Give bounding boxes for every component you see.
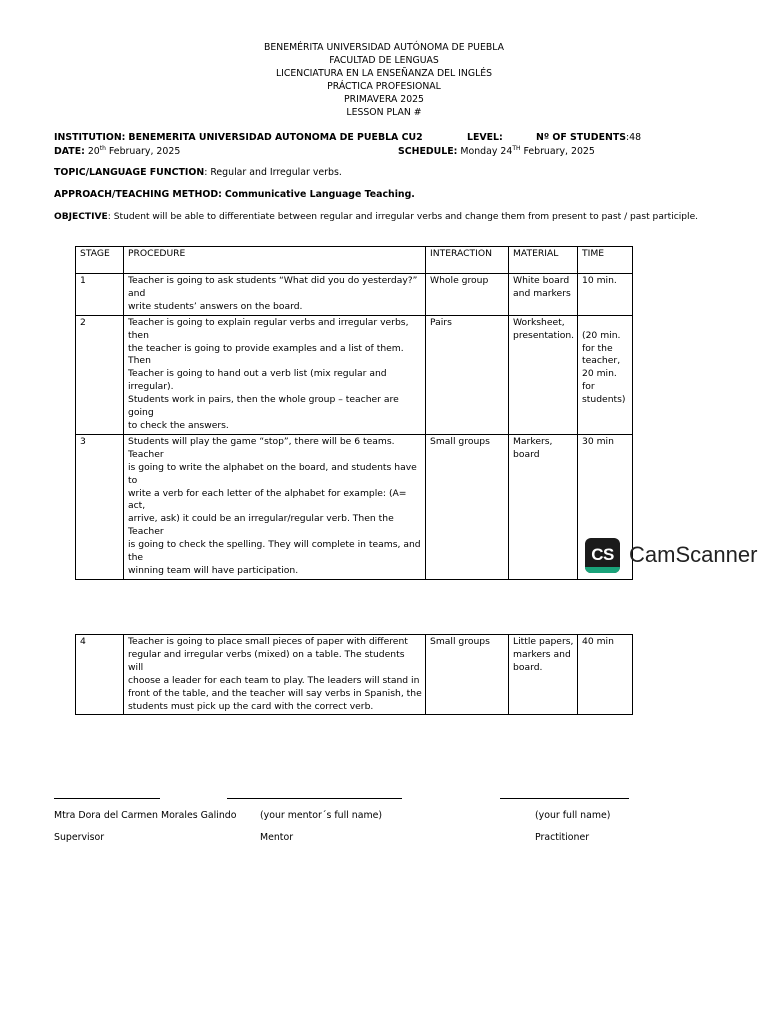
stage-cell: 1	[76, 274, 124, 316]
procedure-line: Teacher is going to explain regular verbs and irregular verbs, then	[128, 316, 409, 341]
material-line: Worksheet,	[513, 316, 565, 328]
date-day: 20	[87, 146, 100, 157]
institution-value: BENEMERITA UNIVERSIDAD AUTONOMA DE PUEBLA CU2	[128, 132, 423, 143]
term-name: PRIMAVERA 2025	[344, 94, 424, 105]
interaction-cell: Whole group	[426, 274, 509, 316]
supervisor-signature-line	[54, 790, 160, 799]
table-row	[76, 434, 633, 579]
material-cell	[509, 274, 578, 316]
institution-label: INSTITUTION:	[54, 132, 126, 143]
approach-line	[54, 189, 415, 202]
time-cell	[578, 274, 633, 316]
time-line: 30 min	[582, 435, 614, 447]
interaction-cell: Pairs	[426, 315, 509, 434]
schedule-day: Monday 24	[460, 146, 513, 157]
topic-label: TOPIC/LANGUAGE FUNCTION	[54, 167, 205, 178]
procedure-cell	[124, 635, 426, 715]
time-cell	[578, 635, 633, 715]
table-header-row	[76, 247, 633, 274]
level-label: LEVEL:	[467, 132, 503, 143]
procedure-line: write students’ answers on the board.	[128, 300, 303, 312]
procedure-cell	[124, 315, 426, 434]
degree-name: LICENCIATURA EN LA ENSEÑANZA DEL INGLÉS	[275, 68, 493, 79]
procedure-line: write a verb for each letter of the alphabet for example: (A= act,	[128, 487, 407, 512]
material-line: Markers,	[513, 435, 553, 447]
time-line: 10 min.	[582, 275, 617, 286]
procedure-line: arrive, ask) it could be an irregular/regular verb. Then the Teacher	[128, 513, 394, 538]
material-cell	[509, 635, 578, 715]
document-title: LESSON PLAN #	[346, 107, 422, 118]
camscanner-brand: CamScanner	[629, 542, 758, 567]
header-stage: STAGE	[76, 247, 124, 274]
practitioner-role: Practitioner	[535, 832, 590, 843]
course-name: PRÁCTICA PROFESIONAL	[327, 81, 441, 92]
procedure-cell	[124, 274, 426, 316]
procedure-line: Students will play the game “stop”, there will be 6 teams. Teacher	[128, 435, 395, 460]
header-procedure: PROCEDURE	[124, 247, 426, 274]
document-header	[0, 41, 768, 119]
procedure-line: is going to check the spelling. They will complete in teams, and the	[128, 539, 421, 564]
table-row	[76, 635, 633, 715]
time-line: 20 min.	[582, 368, 617, 380]
material-line: board	[513, 448, 540, 460]
procedure-line: Students work in pairs, then the whole group – teacher are going	[128, 394, 399, 419]
practitioner-signature-line	[500, 790, 629, 799]
logo-letters: CS	[591, 545, 614, 564]
lesson-plan-table-continued	[75, 634, 633, 715]
material-cell	[509, 315, 578, 434]
stage-cell: 2	[76, 315, 124, 434]
procedure-line: choose a leader for each team to play. The leaders will stand in	[128, 674, 420, 686]
header-time: TIME	[578, 247, 633, 274]
table-row	[76, 315, 633, 434]
procedure-line: Teacher is going to place small pieces of paper with different	[128, 636, 408, 647]
stage-cell: 4	[76, 635, 124, 715]
header-interaction: INTERACTION	[426, 247, 509, 274]
material-line: and markers	[513, 287, 571, 299]
procedure-line: students must pick up the card with the correct verb.	[128, 700, 374, 712]
procedure-cell	[124, 434, 426, 579]
institution-line	[54, 132, 423, 145]
university-name: BENEMÉRITA UNIVERSIDAD AUTÓNOMA DE PUEBLA	[264, 42, 504, 53]
procedure-line: winning team will have participation.	[128, 564, 299, 576]
approach-value: Communicative Language Teaching.	[224, 189, 415, 200]
date-line	[54, 146, 180, 159]
procedure-line: is going to write the alphabet on the board, and students have to	[128, 461, 417, 486]
table-row	[76, 274, 633, 316]
interaction-cell: Small groups	[426, 434, 509, 579]
material-line: markers and	[513, 648, 571, 660]
time-line	[582, 317, 629, 330]
mentor-signature-line	[227, 790, 402, 799]
procedure-line: Teacher is going to ask students “What did you do yesterday?” and	[128, 275, 418, 299]
time-line: students)	[582, 394, 626, 406]
date-suffix: th	[99, 145, 106, 152]
procedure-line: front of the table, and the teacher will say verbs in Spanish, the	[128, 687, 422, 699]
date-label: DATE:	[54, 146, 85, 157]
supervisor-name: Mtra Dora del Carmen Morales Galindo	[54, 810, 237, 821]
procedure-line: Teacher is going to hand out a verb list (mix regular and irregular).	[128, 368, 387, 393]
header-material: MATERIAL	[509, 247, 578, 274]
practitioner-name: (your full name)	[535, 810, 611, 821]
material-line: board.	[513, 661, 543, 673]
mentor-name: (your mentor´s full name)	[260, 810, 383, 821]
time-line: for	[582, 381, 595, 393]
objective-value: : Student will be able to differentiate between regular and irregular verbs and change them from present to past / past participle.	[107, 212, 699, 222]
lesson-plan-table	[75, 246, 633, 580]
schedule-line	[398, 146, 595, 159]
supervisor-role: Supervisor	[54, 832, 105, 843]
schedule-label: SCHEDULE:	[398, 146, 458, 157]
time-line: for the	[582, 342, 613, 354]
material-line: Little papers,	[513, 636, 574, 647]
objective-label: OBJECTIVE	[54, 212, 108, 222]
students-value: :48	[625, 132, 642, 143]
approach-label: APPROACH/TEACHING METHOD:	[54, 189, 222, 200]
schedule-suffix: TH	[512, 145, 521, 152]
topic-value: : Regular and Irregular verbs.	[204, 167, 342, 178]
material-line: White board	[513, 275, 570, 286]
students-label: Nº OF STUDENTS	[536, 132, 626, 143]
material-cell	[509, 434, 578, 579]
objective-line	[54, 211, 698, 224]
camscanner-logo-icon	[585, 538, 620, 573]
time-cell	[578, 315, 633, 434]
level-field	[467, 132, 503, 145]
time-line: teacher,	[582, 355, 621, 367]
procedure-line: the teacher is going to provide examples and a list of them. Then	[128, 342, 404, 367]
procedure-line: regular and irregular verbs (mixed) on a table. The students will	[128, 648, 405, 673]
procedure-line: to check the answers.	[128, 419, 229, 431]
date-rest: February, 2025	[108, 146, 181, 157]
faculty-name: FACULTAD DE LENGUAS	[329, 55, 439, 66]
material-line: presentation.	[513, 329, 575, 341]
interaction-cell: Small groups	[426, 635, 509, 715]
time-line: 40 min	[582, 636, 614, 647]
topic-line	[54, 167, 342, 180]
stage-cell: 3	[76, 434, 124, 579]
schedule-rest: February, 2025	[523, 146, 595, 157]
time-line: (20 min.	[582, 329, 621, 341]
mentor-role: Mentor	[260, 832, 294, 843]
logo-accent-bar	[585, 567, 620, 573]
students-field	[536, 132, 641, 145]
